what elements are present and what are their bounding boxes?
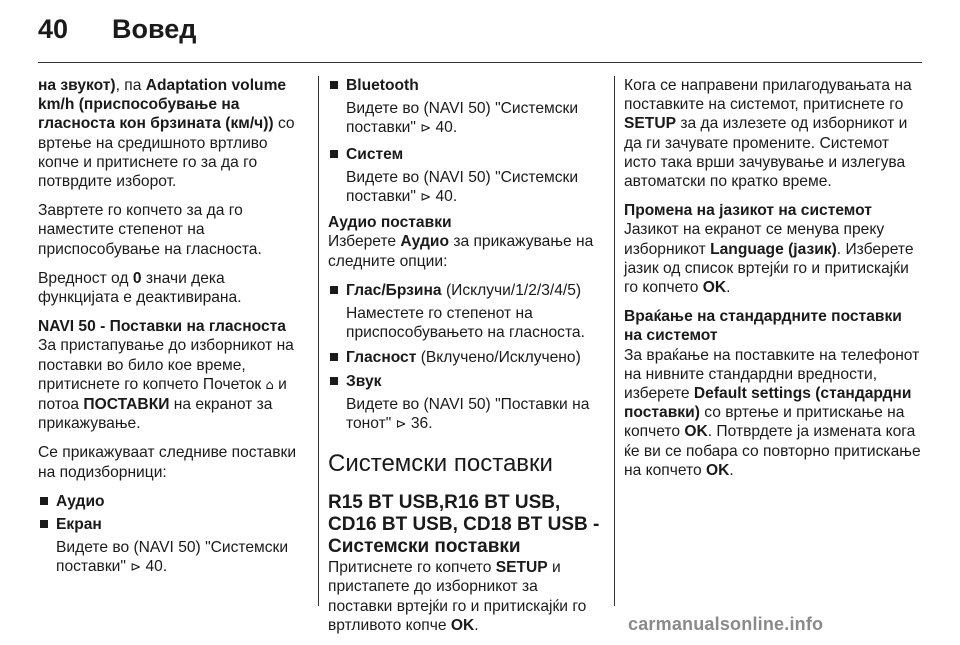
paragraph: Се прикажуваат следниве поставки на подизборници:: [38, 444, 297, 481]
bullet-icon: [40, 520, 48, 528]
list-item: Bluetooth: [328, 76, 604, 95]
page-reference-icon: ⊳: [395, 417, 407, 433]
list-item-text: Видете во (NAVI 50) "Системски поставки" ⊳ 40.: [56, 539, 289, 576]
column-middle: [328, 76, 604, 645]
chapter-title: Вовед: [112, 14, 197, 44]
paragraph: Притиснете го копчето SETUP и пристапете до изборникот за поставки вртејќи го и притискајќи го вртливото копче OK.: [328, 559, 587, 634]
paragraph: Кога се направени прилагодувањата на поставките на системот, притиснете го SETUP за да излезете од изборникот и да ги зачувате промените. Системот исто така врши зачувување и излегува автоматски по кратко време.: [624, 77, 912, 191]
page-reference-icon: ⊳: [420, 121, 432, 137]
page-number: 40: [38, 14, 69, 44]
list-item-text: Видете во (NAVI 50) "Системски поставки" ⊳ 40.: [346, 168, 579, 206]
list-item: Аудио: [38, 492, 308, 511]
header-rule: [38, 62, 922, 63]
section-title: Системски поставки: [328, 450, 553, 478]
list-item: Екран: [38, 515, 308, 534]
paragraph: Изберете Аудио за прикажување на следните опции:: [328, 233, 594, 270]
list-item-text: Видете во (NAVI 50) "Системски поставки" ⊳ 40.: [346, 100, 579, 137]
bullet-icon: [330, 81, 338, 89]
list-item-text: Видете во (NAVI 50) "Поставки на тонот" ⊳ 36.: [346, 395, 590, 433]
paragraph: Завртете го копчето за да го наместите степенот на приспособување на гласноста.: [38, 202, 262, 258]
bullet-icon: [330, 377, 338, 385]
list-item: Гласност (Вклучено/Исклучено): [328, 348, 604, 367]
paragraph: За враќање на поставките на телефонот на нивните стандардни вредности, изберете Default settings (стандардни поставки) со вртење и притискање на копчето OK. Потврдете ја измената кога ќе ви се побара со повторно притискање на копчето OK.: [624, 346, 921, 479]
list-item: Звук: [328, 372, 604, 391]
bullet-icon: [330, 286, 338, 294]
column-divider: [614, 76, 615, 606]
list-item: Глас/Брзина (Исклучи/1/2/3/4/5): [328, 281, 604, 300]
bullet-icon: [40, 497, 48, 505]
list-item: Систем: [328, 145, 604, 164]
bullet-icon: [330, 150, 338, 158]
subsection-title: R15 BT USB,R16 BT USB, CD16 BT USB, CD18 BT USB - Системски поставки: [328, 492, 600, 558]
list-item-text: Наместете го степенот на приспособувањето на гласноста.: [346, 305, 585, 342]
column-divider: [318, 76, 319, 606]
watermark: carmanualsonline.info: [628, 614, 824, 634]
section-heading: Промена на јазикот на системот: [624, 202, 872, 220]
page-reference-icon: ⊳: [420, 190, 432, 206]
section-heading: Аудио поставки: [328, 214, 452, 232]
column-right: [624, 76, 924, 490]
bullet-icon: [330, 353, 338, 361]
page-reference-icon: ⊳: [130, 560, 142, 576]
paragraph: Јазикот на екранот се менува преку изборникот Language (јазик). Изберете јазик од список вртејќи го и притискајќи го копчето OK.: [624, 221, 914, 297]
paragraph: За пристапување до изборникот на поставки во било кое време, притиснете го копчето Почеток ⌂ и потоа ПОСТАВКИ на екранот за прикажување.: [38, 337, 294, 433]
column-left: [38, 76, 308, 584]
paragraph: Вредност од 0 значи дека функцијата е деактивирана.: [38, 269, 242, 307]
home-icon: ⌂: [265, 377, 274, 393]
paragraph: на звукот), па Adaptation volume km/h (приспособување на гласноста кон брзината (км/ч)) со вртење на средишното вртливо копче и притиснете го за да го потврдите изборот.: [38, 77, 295, 191]
section-heading: NAVI 50 - Поставки на гласноста: [38, 318, 286, 336]
section-heading: Враќање на стандардните поставки на системот: [624, 308, 902, 345]
